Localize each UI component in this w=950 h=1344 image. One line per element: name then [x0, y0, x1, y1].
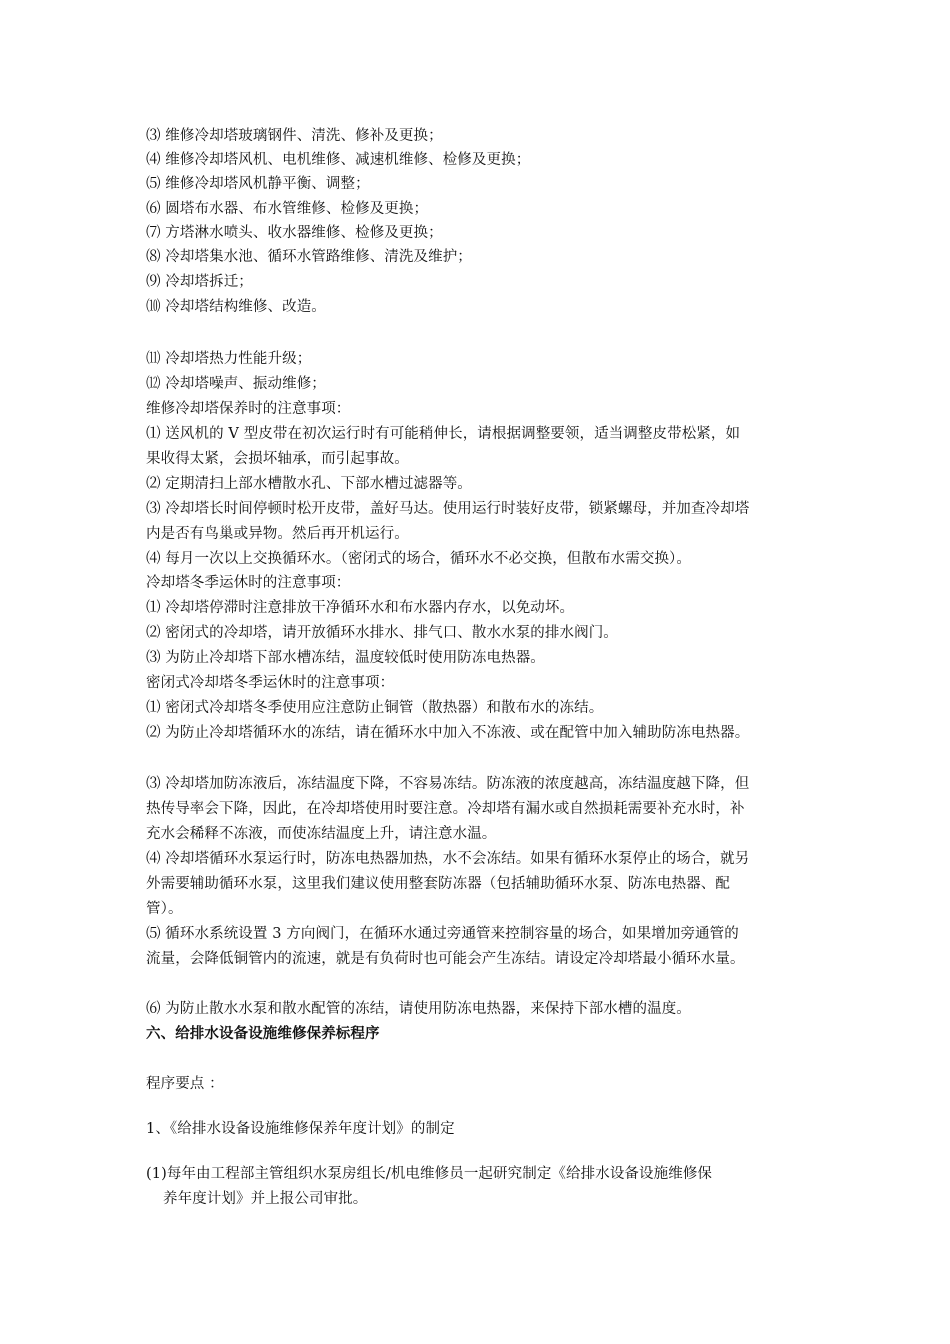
- text-line: ⑵ 密闭式的冷却塔，请开放循环水排水、排气口、散水水泵的排水阀门。: [146, 625, 618, 641]
- text-line: ⑶ 为防止冷却塔下部水槽冻结，温度较低时使用防冻电热器。: [146, 650, 545, 666]
- text-line: 内是否有鸟巢或异物。然后再开机运行。: [146, 526, 409, 542]
- text-line: 外需要辅助循环水泵，这里我们建议使用整套防冻器（包括辅助循环水泵、防冻电热器、配: [146, 876, 730, 892]
- text-line: 程序要点 ：: [146, 1076, 224, 1092]
- text-line: ⑴ 送风机的 V 型皮带在初次运行时有可能稍伸长，请根据调整要领，适当调整皮带松紧，如: [146, 426, 741, 442]
- text-line: ⑵ 为防止冷却塔循环水的冻结，请在循环水中加入不冻液、或在配管中加入辅助防冻电热器。: [146, 725, 750, 741]
- text-line: ⑻ 冷却塔集水池、循环水管路维修、清洗及维护；: [146, 249, 472, 265]
- text-line: ⑶ 冷却塔长时间停顿时松开皮带，盖好马达。使用运行时装好皮带，锁紧螺母，并加查冷却塔: [146, 501, 750, 517]
- text-line: 1、《给排水设备设施维修保养年度计划》的制定: [146, 1121, 455, 1137]
- text-line: ⑷ 维修冷却塔风机、电机维修、减速机维修、检修及更换；: [146, 152, 531, 168]
- text-line: ⑴ 密闭式冷却塔冬季使用应注意防止铜管（散热器）和散布水的冻结。: [146, 700, 604, 716]
- text-line: (1)每年由工程部主管组织水泵房组长/机电维修员一起研究制定《给排水设备设施维修保: [146, 1166, 713, 1182]
- text-line: ⑷ 冷却塔循环水泵运行时，防冻电热器加热，水不会冻结。如果有循环水泵停止的场合，就另: [146, 851, 750, 867]
- text-line: ⑸ 循环水系统设置 3 方向阀门，在循环水通过旁通管来控制容量的场合，如果增加旁通管的: [146, 926, 739, 942]
- text-line: ⑶ 维修冷却塔玻璃钢件、清洗、修补及更换；: [146, 128, 443, 144]
- text-line: ⑶ 冷却塔加防冻液后，冻结温度下降，不容易冻结。防冻液的浓度越高，冻结温度越下降，但: [146, 776, 750, 792]
- text-line: 流量，会降低铜管内的流速，就是有负荷时也可能会产生冻结。请设定冷却塔最小循环水量。: [146, 951, 745, 967]
- text-line: ⑹ 为防止散水水泵和散水配管的冻结，请使用防冻电热器，来保持下部水槽的温度。: [146, 1001, 691, 1017]
- text-line: ⑽ 冷却塔结构维修、改造。: [146, 299, 326, 315]
- text-line: ⑿ 冷却塔噪声、振动维修；: [146, 376, 326, 392]
- text-line: ⑴ 冷却塔停滞时注意排放干净循环水和布水器内存水，以免动坏。: [146, 600, 575, 616]
- text-line: ⑺ 方塔淋水喷头、收水器维修、检修及更换；: [146, 225, 443, 241]
- section-heading: 冷却塔冬季运休时的注意事项：: [146, 575, 351, 591]
- text-line: 充水会稀释不冻液，而使冻结温度上升，请注意水温。: [146, 826, 497, 842]
- section-heading: 密闭式冷却塔冬季运休时的注意事项：: [146, 675, 395, 691]
- text-line: ⑹ 圆塔布水器、布水管维修、检修及更换；: [146, 201, 429, 217]
- text-line: 果收得太紧，会损坏轴承，而引起事故。: [146, 451, 409, 467]
- chapter-heading: 六、给排水设备设施维修保养标程序: [146, 1025, 380, 1042]
- text-line: 管）。: [146, 901, 183, 917]
- text-line: ⑷ 每月一次以上交换循环水。（密闭式的场合，循环水不必交换，但散布水需交换）。: [146, 551, 692, 567]
- text-line: 热传导率会下降，因此，在冷却塔使用时要注意。冷却塔有漏水或自然损耗需要补充水时，补: [146, 801, 745, 817]
- text-line: ⑸ 维修冷却塔风机静平衡、调整；: [146, 176, 370, 192]
- text-line: 养年度计划》并上报公司审批。: [163, 1191, 368, 1207]
- section-heading: 维修冷却塔保养时的注意事项：: [146, 401, 351, 417]
- text-line: ⑼ 冷却塔拆迁；: [146, 274, 253, 290]
- text-line: ⑵ 定期清扫上部水槽散水孔、下部水槽过滤器等。: [146, 476, 472, 492]
- text-line: ⑾ 冷却塔热力性能升级；: [146, 351, 312, 367]
